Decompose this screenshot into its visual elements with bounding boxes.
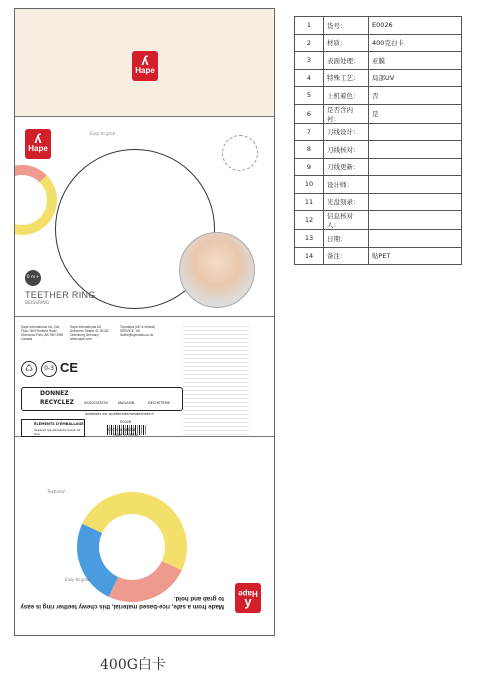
brand-logo-bottom: ʎ Hape [235,583,261,613]
made-in: MADE IN CHINA [113,433,138,437]
emballage-sub: Séparez les éléments avant de trier [34,428,81,436]
donate-title: DONNEZ [40,390,69,397]
teether-arc-decoration [15,165,57,235]
spec-cell-value: E0026 [369,17,462,35]
spec-cell-value: 否 [369,87,462,105]
spec-row [295,158,462,176]
quality-seal [222,135,258,171]
spec-cell-value [369,193,462,211]
spec-cell-no: 4 [295,69,324,87]
spec-cell-no: 6 [295,104,324,123]
address-uk: Toymatics (UK & Ireland) SERVICE, UK Sales@toymatics.co.uk [120,325,156,337]
board-caption: 400G白卡 [100,657,166,673]
brand-logo-front: ʎ Hape [25,129,51,159]
top-flap [15,9,274,117]
packaging-dieline [14,8,275,636]
spec-cell-label: 设计师： [324,176,369,194]
texture-label: Textured [47,489,65,494]
spec-cell-value [369,211,462,230]
spec-row [295,141,462,159]
spec-cell-value [369,158,462,176]
donate-sub: RECYCLEZ [40,399,74,406]
spec-cell-no: 12 [295,211,324,230]
age-badge: 0 m+ [25,270,41,286]
spec-row [295,87,462,105]
hape-mark-icon: ʎ [244,596,252,611]
spec-cell-no: 11 [295,193,324,211]
spec-row [295,230,462,248]
hape-mark-icon: ʎ [34,131,42,146]
spec-cell-value [369,123,462,141]
spec-row [295,123,462,141]
spec-cell-label: 上机着色： [324,87,369,105]
spec-cell-no: 1 [295,17,324,35]
barcode-number: 6 943478 043308 [107,428,136,432]
spec-cell-label: 材质： [324,34,369,52]
spec-row [295,211,462,230]
age-warning-icon: 0-3 [41,361,57,377]
step-association: ASSOCIATION [84,401,108,405]
ce-mark-icon: CE [60,360,79,375]
spec-cell-no: 14 [295,247,324,265]
emballage-box [21,419,85,437]
spec-cell-label: 特殊工艺： [324,69,369,87]
hape-mark-icon: ʎ [141,53,149,68]
spec-cell-label: 刀线核对： [324,141,369,159]
sticker-label-bottom: Easy to grab [65,577,91,582]
spec-row [295,193,462,211]
spec-cell-no: 10 [295,176,324,194]
product-name-de: BEISSRING [25,301,50,306]
brand-logo: ʎ Hape [132,51,158,81]
step-magasin: MAGASIN [118,401,135,405]
spec-row [295,176,462,194]
spec-cell-value: 400克白卡 [369,34,462,52]
spec-cell-value: 贴PET [369,247,462,265]
spec-cell-no: 7 [295,123,324,141]
spec-cell-value [369,141,462,159]
spec-cell-label: 日期： [324,230,369,248]
spec-row [295,247,462,265]
address-canada: Hape International Inc. 2nd Floor 180 Pembina Road Sherwood Park, AB T8H 2W8 Canada [21,325,63,341]
spec-row [295,104,462,123]
spec-cell-value [369,230,462,248]
address-germany: Hape International AG Ahlhorner Straße 41 26133 Oldenburg Germany www.hape.com [70,325,109,341]
spec-table [294,16,462,265]
spec-row [295,17,462,35]
spec-cell-no: 13 [295,230,324,248]
spec-row [295,52,462,70]
spec-cell-no: 8 [295,141,324,159]
spec-cell-label: 刀线更新： [324,158,369,176]
step-decheterie: DÉCHETERIE [148,401,171,405]
spec-cell-no: 5 [295,87,324,105]
spec-cell-value: 是 [369,104,462,123]
spec-cell-label: 光盘刻录： [324,193,369,211]
spec-cell-label: 表面处理： [324,52,369,70]
sticker-label: Easy to grab [90,131,116,136]
donate-recycle-banner [21,387,183,411]
recycle-mark-icon: ♺ [21,361,37,377]
recycle-site: Adresses sur quefairedemesdechets.fr [85,412,155,416]
spec-cell-no: 2 [295,34,324,52]
warning-text-block [183,323,249,435]
spec-row [295,69,462,87]
spec-cell-label: 信息核对人： [324,211,369,230]
headline: Made from a safe, rice-based material, this chewy teether ring is easy to grab and hold. [20,595,224,610]
front-panel [15,117,274,317]
spec-cell-label: 刀线设计： [324,123,369,141]
spec-cell-label: 货号： [324,17,369,35]
product-code: E0026 [120,420,132,424]
baby-photo [179,232,255,308]
spec-cell-label: 备注： [324,247,369,265]
spec-cell-value: 亚膜 [369,52,462,70]
spec-cell-no: 3 [295,52,324,70]
back-panel [15,317,274,437]
spec-cell-label: 是否含内衬： [324,104,369,123]
spec-row [295,34,462,52]
spec-cell-value [369,176,462,194]
spec-cell-no: 9 [295,158,324,176]
emballage-title: ÉLÉMENTS D'EMBALLAGE [34,422,84,426]
spec-cell-value: 局部UV [369,69,462,87]
product-name: TEETHER RING [25,290,96,300]
